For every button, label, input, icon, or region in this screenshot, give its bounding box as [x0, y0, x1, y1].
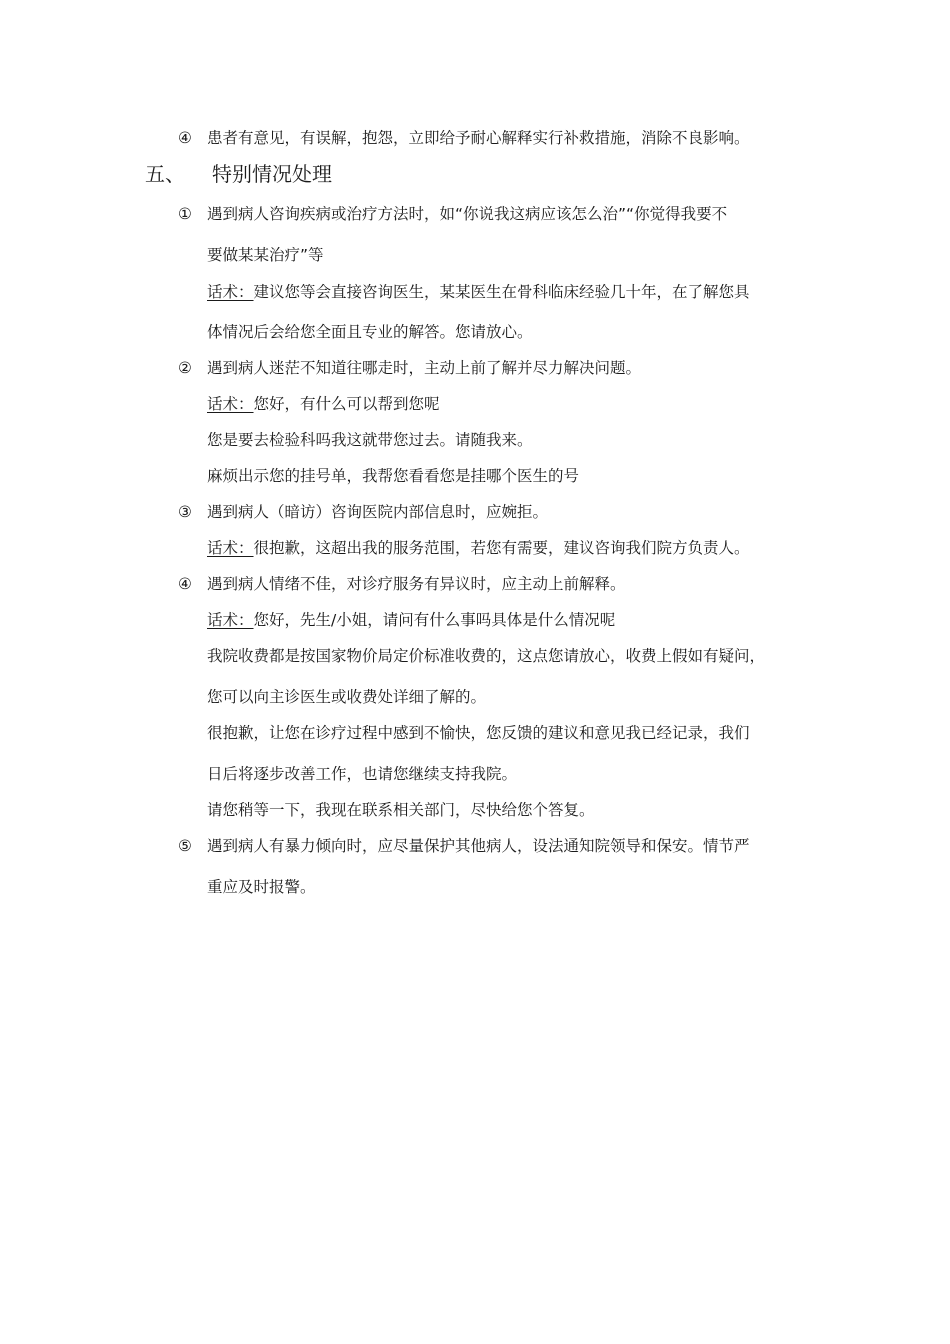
- script-text: 您好，有什么可以帮到您呢: [253, 395, 440, 413]
- paragraph-line: 患者有意见，有误解，抱怨，立即给予耐心解释实行补救措施，消除不良影响。: [207, 129, 750, 147]
- script-label: 话术：: [207, 283, 254, 301]
- script-text: 很抱歉，这超出我的服务范围，若您有需要，建议咨询我们院方负责人。: [253, 539, 750, 557]
- script-line: 日后将逐步改善工作，也请您继续支持我院。: [207, 765, 518, 783]
- paragraph-line: 遇到病人咨询疾病或治疗方法时，如“你说我这病应该怎么治”“你觉得我要不: [207, 205, 728, 223]
- script-line: [207, 610, 615, 630]
- paragraph-line: 遇到病人迷茫不知道往哪走时，主动上前了解并尽力解决问题。: [207, 359, 642, 377]
- script-text: 您好，先生/小姐，请问有什么事吗具体是什么情况呢: [253, 611, 616, 629]
- script-label: 话术：: [207, 539, 254, 557]
- item-number: ④: [178, 575, 192, 593]
- paragraph-line: 遇到病人（暗访）咨询医院内部信息时，应婉拒。: [207, 503, 549, 521]
- script-line: [207, 282, 750, 302]
- item-number: ①: [178, 205, 192, 223]
- item-number: ⑤: [178, 837, 192, 855]
- item-number: ③: [178, 503, 192, 521]
- item-number: ④: [178, 129, 192, 147]
- script-line: 很抱歉，让您在诊疗过程中感到不愉快，您反馈的建议和意见我已经记录，我们: [207, 724, 750, 742]
- script-line: 麻烦出示您的挂号单，我帮您看看您是挂哪个医生的号: [207, 467, 580, 485]
- section-number: 五、: [145, 162, 185, 186]
- item-number: ②: [178, 359, 192, 377]
- paragraph-line: 遇到病人有暴力倾向时，应尽量保护其他病人，设法通知院领导和保安。情节严: [207, 837, 750, 855]
- script-line: 请您稍等一下，我现在联系相关部门，尽快给您个答复。: [207, 801, 595, 819]
- script-line: 您可以向主诊医生或收费处详细了解的。: [207, 688, 487, 706]
- script-line: 体情况后会给您全面且专业的解答。您请放心。: [207, 323, 533, 341]
- script-text: 建议您等会直接咨询医生，某某医生在骨科临床经验几十年，在了解您具: [253, 283, 750, 301]
- script-line: 您是要去检验科吗我这就带您过去。请随我来。: [207, 431, 533, 449]
- script-line: 我院收费都是按国家物价局定价标准收费的，这点您请放心，收费上假如有疑问，: [207, 647, 766, 665]
- paragraph-line: 要做某某治疗”等: [207, 246, 324, 264]
- section-title: 特别情况处理: [212, 162, 332, 186]
- script-label: 话术：: [207, 611, 254, 629]
- script-label: 话术：: [207, 395, 254, 413]
- script-line: [207, 394, 440, 414]
- paragraph-line: 遇到病人情绪不佳，对诊疗服务有异议时，应主动上前解释。: [207, 575, 626, 593]
- script-line: [207, 538, 750, 558]
- paragraph-line: 重应及时报警。: [207, 878, 316, 896]
